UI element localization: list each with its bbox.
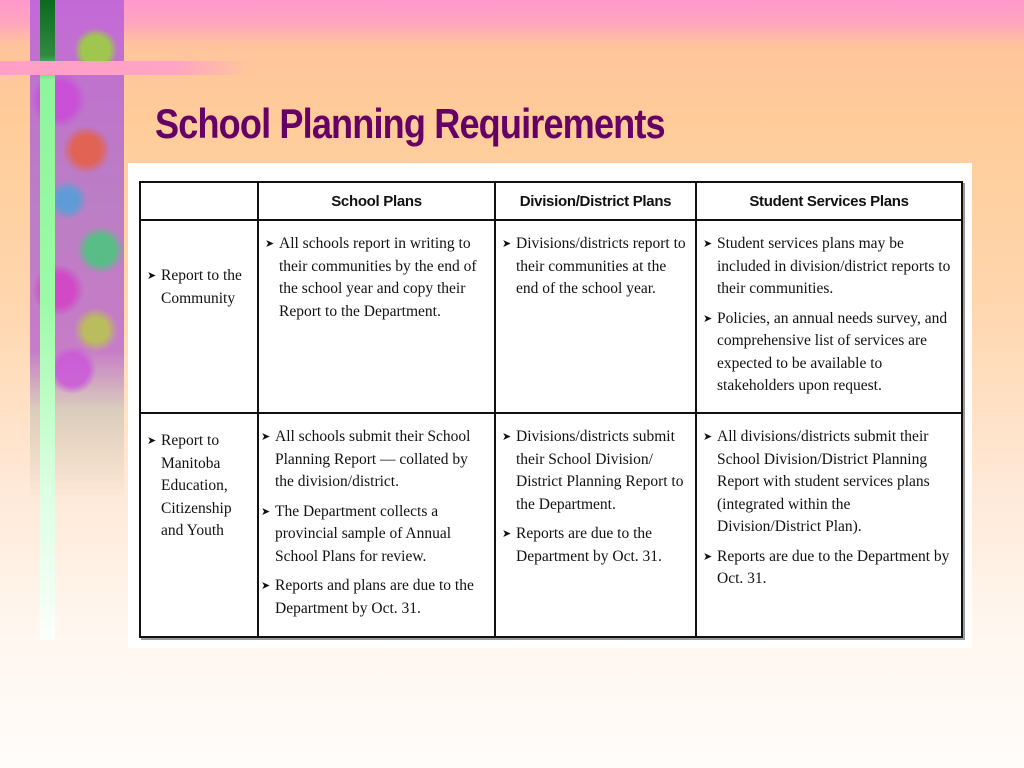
row-label-cell <box>140 413 258 637</box>
row-label-cell <box>140 220 258 413</box>
arrowhead-bullet-icon: ➤ <box>265 238 275 250</box>
header-division-district-plans: Division/District Plans <box>495 182 696 220</box>
list-item <box>703 233 957 301</box>
list-item <box>502 426 691 516</box>
bullet-text: Reports are due to the Department by Oct. 31. <box>516 525 662 565</box>
header-empty <box>140 182 258 220</box>
table-header-row <box>140 182 962 220</box>
arrowhead-bullet-icon: ➤ <box>502 528 512 540</box>
arrowhead-bullet-icon: ➤ <box>261 431 271 443</box>
arrowhead-bullet-icon: ➤ <box>703 431 713 443</box>
bullet-text: Reports are due to the Department by Oct. 31. <box>717 547 950 587</box>
requirements-table-image <box>128 163 972 648</box>
arrowhead-bullet-icon: ➤ <box>261 580 271 592</box>
bullet-text: Student services plans may be included in division/district reports to their communities. <box>717 235 951 297</box>
requirements-table <box>139 181 963 638</box>
list-item <box>261 501 490 569</box>
list-item <box>703 308 957 398</box>
division-plans-cell <box>495 413 696 637</box>
bullet-text: Reports and plans are due to the Department by Oct. 31. <box>275 577 474 617</box>
bullet-text: All divisions/districts submit their School Division/District Planning Report with student services plans (integrated within the Division/District Plan). <box>717 428 930 535</box>
list-item <box>261 575 490 620</box>
row-label: Report to Manitoba Education, Citizenship and Youth <box>161 432 232 539</box>
arrowhead-bullet-icon: ➤ <box>147 435 157 447</box>
list-item <box>502 523 691 568</box>
row-label: Report to the Community <box>161 267 242 307</box>
header-school-plans: School Plans <box>258 182 495 220</box>
student-services-plans-cell <box>696 220 962 413</box>
school-plans-cell <box>258 413 495 637</box>
decorative-pink-band <box>0 61 250 75</box>
decorative-green-bar <box>40 0 55 640</box>
bullet-text: Divisions/districts submit their School Division/ District Planning Report to the Department. <box>516 428 684 513</box>
arrowhead-bullet-icon: ➤ <box>703 238 713 250</box>
bullet-text: Policies, an annual needs survey, and comprehensive list of services are expected to be available to stakeholders upon request. <box>717 309 948 394</box>
list-item <box>265 233 490 323</box>
table-row-report-to-department <box>140 413 962 637</box>
arrowhead-bullet-icon: ➤ <box>147 270 157 282</box>
list-item <box>502 233 691 301</box>
slide-title: School Planning Requirements <box>155 100 665 147</box>
arrowhead-bullet-icon: ➤ <box>703 312 713 325</box>
bullet-text: All schools submit their School Planning Report — collated by the division/district. <box>275 428 471 490</box>
division-plans-cell <box>495 220 696 413</box>
arrowhead-bullet-icon: ➤ <box>261 505 271 518</box>
header-student-services-plans: Student Services Plans <box>696 182 962 220</box>
bullet-text: All schools report in writing to their communities by the end of the school year and copy their Report to the Department. <box>279 235 477 320</box>
arrowhead-bullet-icon: ➤ <box>502 238 512 250</box>
student-services-plans-cell <box>696 413 962 637</box>
list-item <box>703 546 957 591</box>
list-item <box>703 426 957 539</box>
table-row-report-to-community <box>140 220 962 413</box>
list-item <box>147 430 253 543</box>
bullet-text: The Department collects a provincial sample of Annual School Plans for review. <box>275 502 452 565</box>
list-item <box>261 426 490 494</box>
bullet-text: Divisions/districts report to their communities at the end of the school year. <box>516 235 686 297</box>
list-item <box>147 265 253 310</box>
school-plans-cell <box>258 220 495 413</box>
arrowhead-bullet-icon: ➤ <box>502 431 512 443</box>
arrowhead-bullet-icon: ➤ <box>703 550 713 563</box>
